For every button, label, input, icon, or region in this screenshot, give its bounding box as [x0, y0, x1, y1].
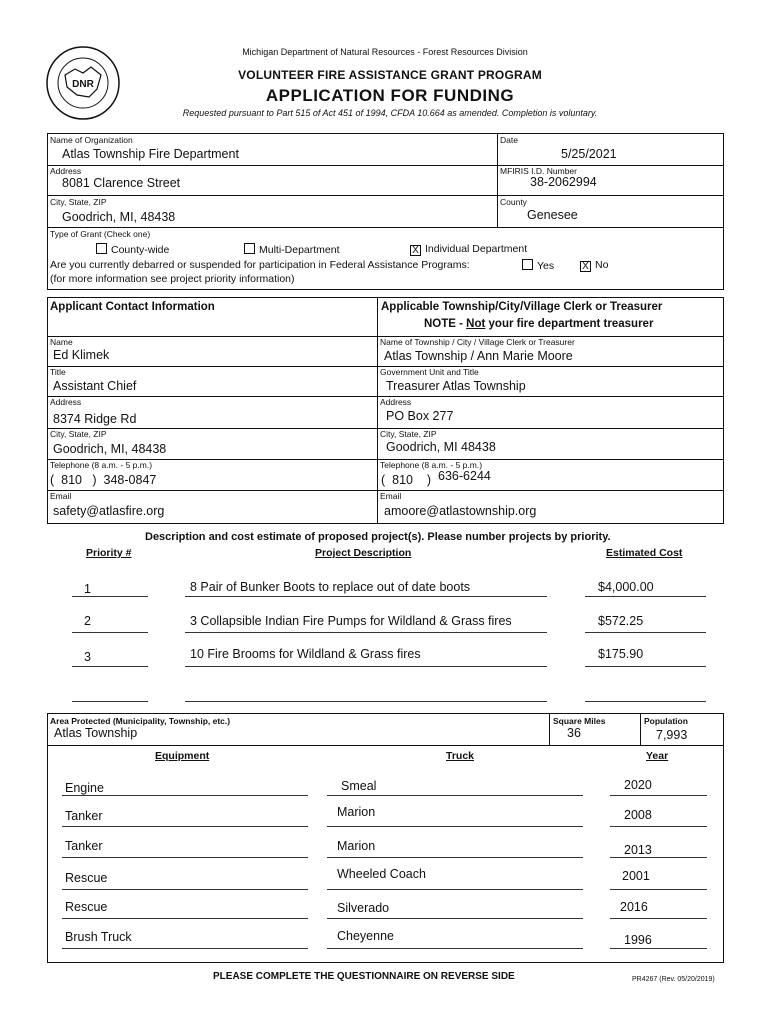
equipment-6[interactable]: Brush Truck — [65, 930, 132, 944]
project-3-priority[interactable]: 3 — [84, 650, 91, 664]
project-1-description[interactable]: 8 Pair of Bunker Boots to replace out of date boots — [190, 580, 471, 594]
project-4-priority-line[interactable] — [72, 701, 148, 702]
clerk-phone-number[interactable]: 636-6244 — [438, 469, 491, 483]
equipment-1[interactable]: Engine — [65, 781, 104, 795]
date-field[interactable]: 5/25/2021 — [561, 147, 617, 161]
year-4[interactable]: 2001 — [622, 869, 650, 883]
equipment-2[interactable]: Tanker — [65, 809, 103, 823]
multi-department-checkbox[interactable] — [244, 243, 255, 254]
agency-name: Michigan Department of Natural Resources - Forest Resources Division — [242, 47, 528, 57]
truck-header: Truck — [446, 750, 475, 762]
contact-title-field[interactable]: Assistant Chief — [53, 379, 137, 393]
contact-email-field[interactable]: safety@atlasfire.org — [53, 504, 165, 518]
option-county-wide[interactable] — [96, 243, 169, 256]
form-subtitle: Requested pursuant to Part 515 of Act 451 of 1994, CFDA 10.664 as amended. Completion is voluntary. — [182, 108, 598, 118]
contact-city-label: City, State, ZIP — [50, 429, 107, 439]
clerk-area-code[interactable]: 810 — [392, 473, 413, 487]
clerk-note: NOTE - Not your fire department treasurer — [424, 318, 654, 330]
form-id: PR4267 (Rev. 05/20/2019) — [632, 976, 715, 983]
org-name-label: Name of Organization — [50, 135, 133, 145]
cost-header: Estimated Cost — [606, 547, 683, 559]
equipment-5[interactable]: Rescue — [65, 900, 108, 914]
contact-phone-label: Telephone (8 a.m. - 5 p.m.) — [50, 460, 153, 470]
priority-header: Priority # — [86, 547, 132, 559]
equipment-3[interactable]: Tanker — [65, 839, 103, 853]
project-4-description-line[interactable] — [185, 701, 547, 702]
clerk-name-field[interactable]: Atlas Township / Ann Marie Moore — [384, 349, 573, 363]
clerk-email-field[interactable]: amoore@atlastownship.org — [384, 504, 537, 518]
date-label: Date — [500, 135, 518, 145]
contact-name-field[interactable]: Ed Klimek — [53, 348, 110, 362]
form-title: APPLICATION FOR FUNDING — [265, 86, 515, 105]
area-label: Area Protected (Municipality, Township, etc.) — [50, 716, 231, 726]
project-1-priority[interactable]: 1 — [84, 582, 91, 596]
clerk-city-field[interactable]: Goodrich, MI 48438 — [386, 440, 496, 454]
org-city-label: City, State, ZIP — [50, 197, 107, 207]
truck-3[interactable]: Marion — [337, 839, 376, 853]
year-header: Year — [646, 750, 669, 762]
county-label: County — [500, 197, 527, 207]
contact-address-field[interactable]: 8374 Ridge Rd — [53, 412, 137, 426]
equipment-header: Equipment — [155, 750, 210, 762]
contact-title-label: Title — [50, 367, 66, 377]
clerk-city-label: City, State, ZIP — [380, 429, 437, 439]
clerk-title: Applicable Township/City/Village Clerk or Treasurer — [381, 301, 663, 313]
clerk-phone-label: Telephone (8 a.m. - 5 p.m.) — [380, 460, 483, 470]
area-equipment-section — [47, 713, 724, 963]
option-individual-department[interactable] — [410, 243, 527, 256]
debarred-yes-checkbox[interactable] — [522, 259, 533, 270]
org-address-label: Address — [50, 166, 82, 176]
project-2-cost[interactable]: $572.25 — [598, 614, 644, 628]
truck-2[interactable]: Marion — [337, 805, 376, 819]
debarred-no-text: No — [595, 259, 609, 271]
mfiris-field[interactable]: 38-2062994 — [530, 175, 597, 189]
county-wide-text: County-wide — [111, 244, 170, 256]
clerk-address-label: Address — [380, 397, 412, 407]
individual-department-checkbox[interactable]: X — [410, 245, 421, 256]
mfiris-label: MFIRIS I.D. Number — [500, 166, 577, 176]
debarred-question: Are you currently debarred or suspended for participation in Federal Assistance Programs: — [50, 259, 470, 271]
description-header: Project Description — [315, 547, 412, 559]
grant-type-label: Type of Grant (Check one) — [50, 229, 151, 239]
contact-name-label: Name — [50, 337, 73, 347]
year-1[interactable]: 2020 — [624, 778, 652, 792]
truck-1[interactable]: Smeal — [341, 779, 377, 793]
project-4-cost-line[interactable] — [585, 701, 706, 702]
clerk-email-label: Email — [380, 491, 402, 501]
debarred-yes-text: Yes — [537, 260, 555, 272]
org-name-field[interactable]: Atlas Township Fire Department — [62, 147, 239, 161]
org-city-field[interactable]: Goodrich, MI, 48438 — [62, 210, 176, 224]
option-multi-department[interactable] — [244, 243, 340, 256]
truck-4[interactable]: Wheeled Coach — [337, 867, 426, 881]
project-1-cost[interactable]: $4,000.00 — [598, 580, 654, 594]
contact-phone-number[interactable]: 348-0847 — [103, 473, 157, 487]
clerk-unit-field[interactable]: Treasurer Atlas Township — [386, 379, 526, 393]
square-miles-label: Square Miles — [553, 716, 606, 726]
seal-text: DNR — [72, 79, 94, 90]
year-2[interactable]: 2008 — [624, 808, 652, 822]
project-2-priority[interactable]: 2 — [84, 614, 91, 628]
project-3-description[interactable]: 10 Fire Brooms for Wildland & Grass fires — [190, 647, 421, 661]
debarred-no-checkbox[interactable]: X — [580, 261, 591, 272]
year-6[interactable]: 1996 — [624, 933, 652, 947]
clerk-unit-label: Government Unit and Title — [380, 367, 479, 377]
contact-address-label: Address — [50, 397, 82, 407]
multi-department-text: Multi-Department — [259, 244, 340, 256]
equipment-4[interactable]: Rescue — [65, 871, 108, 885]
footer-note: PLEASE COMPLETE THE QUESTIONNAIRE ON REVERSE SIDE — [213, 971, 515, 982]
contact-email-label: Email — [50, 491, 72, 501]
square-miles-field[interactable]: 36 — [567, 726, 581, 740]
debarred-no[interactable] — [580, 259, 608, 272]
truck-5[interactable]: Silverado — [337, 901, 390, 915]
truck-6[interactable]: Cheyenne — [337, 929, 394, 943]
project-2-description[interactable]: 3 Collapsible Indian Fire Pumps for Wildland & Grass fires — [190, 614, 512, 628]
year-3[interactable]: 2013 — [624, 843, 652, 857]
applicant-contact-title: Applicant Contact Information — [50, 301, 215, 313]
debarred-yes[interactable] — [522, 259, 554, 272]
debarred-note: (for more information see project priority information) — [50, 273, 295, 285]
project-3-cost[interactable]: $175.90 — [598, 647, 644, 661]
projects-intro: Description and cost estimate of proposed project(s). Please number projects by priority. — [145, 531, 611, 543]
org-address-field[interactable]: 8081 Clarence Street — [62, 176, 181, 190]
individual-department-text: Individual Department — [425, 243, 528, 255]
year-5[interactable]: 2016 — [620, 900, 648, 914]
contact-phone-field[interactable]: ( 810 ) 348-0847 — [50, 473, 157, 487]
clerk-phone-field[interactable]: ( 810 ) 636-6244 — [381, 469, 491, 487]
contact-city-field[interactable]: Goodrich, MI, 48438 — [53, 442, 167, 456]
county-field[interactable]: Genesee — [527, 208, 578, 222]
clerk-name-label: Name of Township / City / Village Clerk or Treasurer — [380, 337, 575, 347]
population-label: Population — [644, 716, 688, 726]
clerk-address-field[interactable]: PO Box 277 — [386, 409, 454, 423]
program-name: VOLUNTEER FIRE ASSISTANCE GRANT PROGRAM — [238, 68, 542, 82]
area-field[interactable]: Atlas Township — [54, 726, 138, 740]
population-field[interactable]: 7,993 — [656, 728, 688, 742]
contact-area-code[interactable]: 810 — [61, 473, 82, 487]
county-wide-checkbox[interactable] — [96, 243, 107, 254]
